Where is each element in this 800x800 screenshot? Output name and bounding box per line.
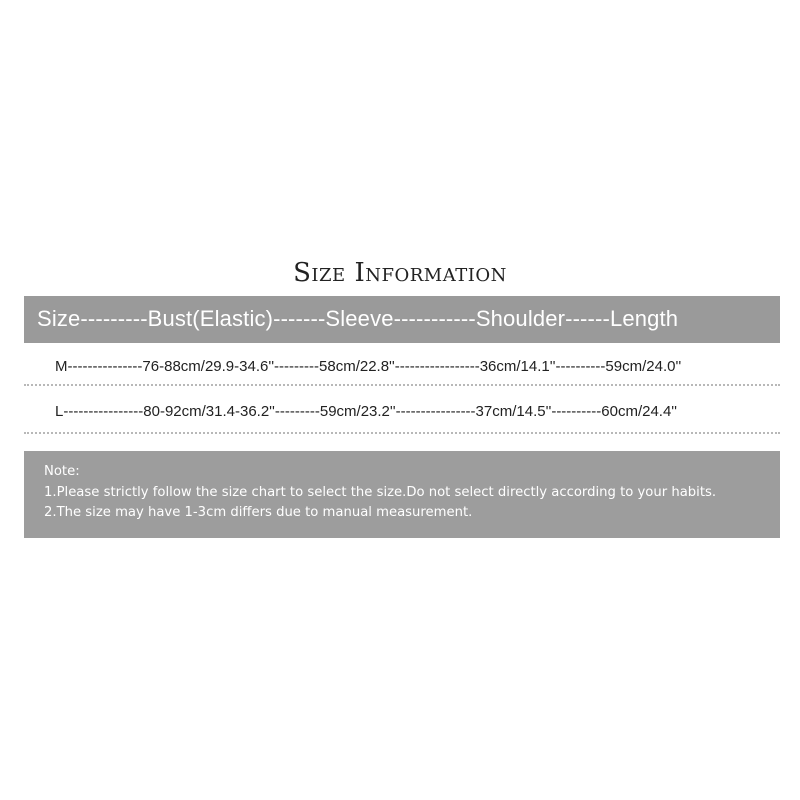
size-row-m: M---------------76-88cm/29.9-34.6''---------58cm/22.8''-----------------36cm/14.1''----------59cm/24.0''	[55, 358, 682, 375]
note-line-2: 2.The size may have 1-3cm differs due to manual measurement.	[44, 505, 473, 520]
size-table-header-text: Size---------Bust(Elastic)-------Sleeve-----------Shoulder------Length	[37, 306, 679, 331]
note-box	[24, 451, 780, 538]
page-title: Size Information	[293, 258, 507, 288]
note-line-1: 1.Please strictly follow the size chart to select the size.Do not select directly according to your habits.	[44, 485, 717, 500]
note-heading: Note:	[44, 464, 80, 479]
row-divider	[24, 384, 780, 386]
size-table-header	[24, 296, 780, 343]
size-row-l: L----------------80-92cm/31.4-36.2''---------59cm/23.2''----------------37cm/14.5''----------60cm/24.4''	[55, 403, 678, 420]
row-divider	[24, 432, 780, 434]
